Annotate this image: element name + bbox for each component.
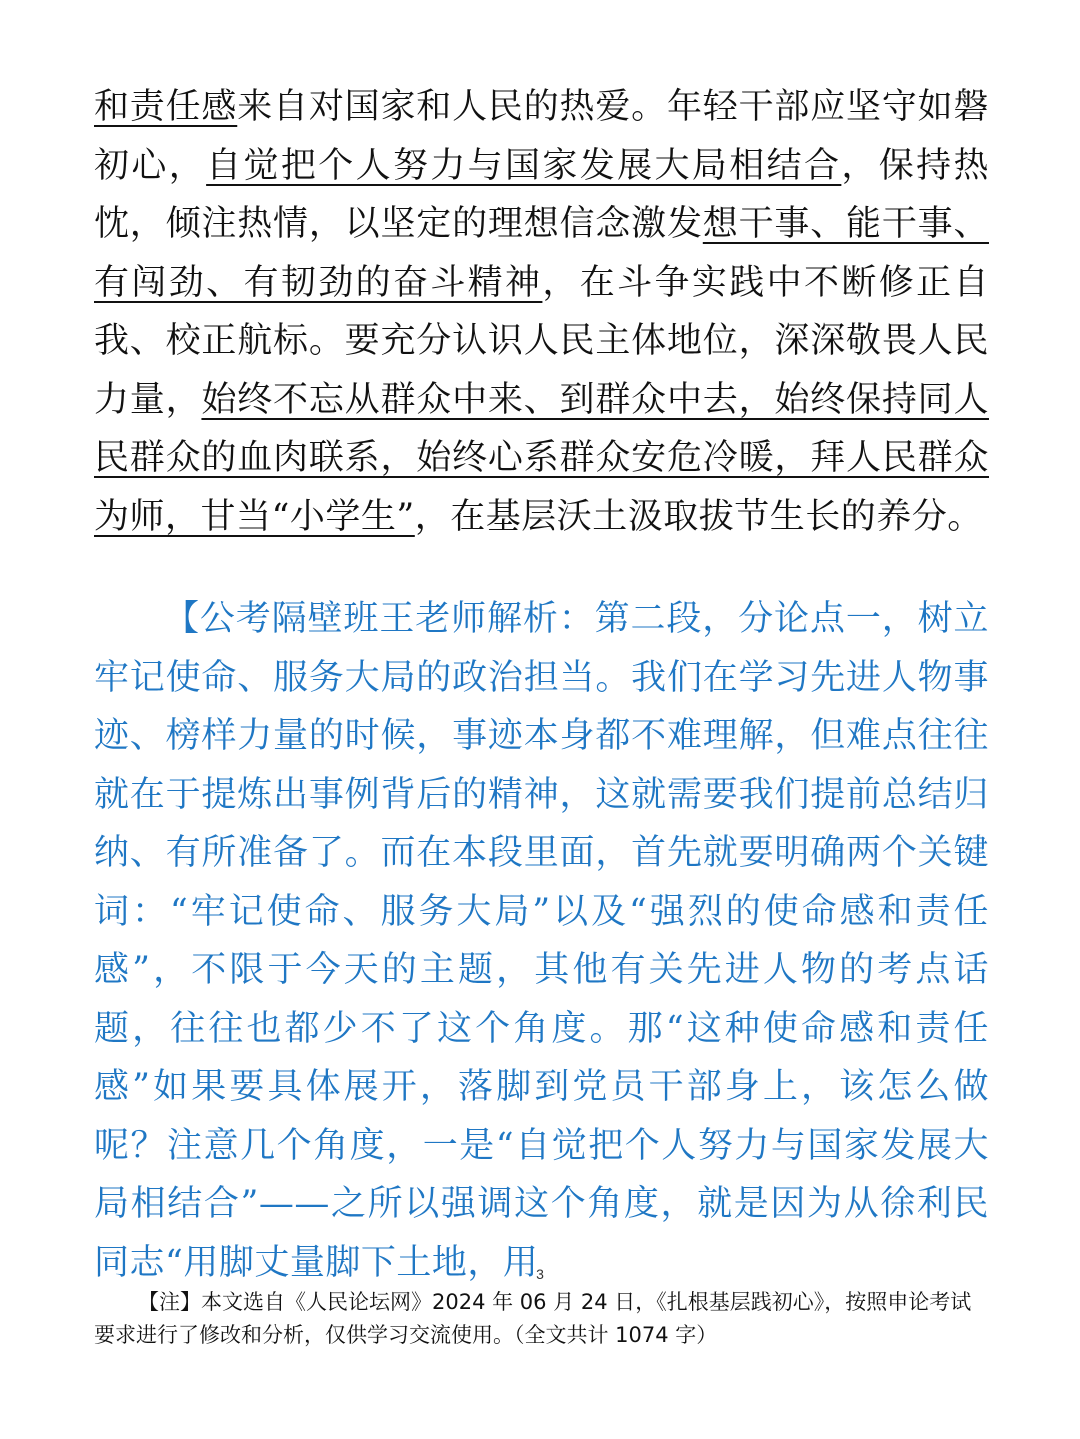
- page-number: 3: [536, 1266, 544, 1282]
- text-segment: ，在斗争实践中不断修正自我、校正航标。要充分认识人民主体地位，深深敬畏人民力量，: [94, 262, 989, 420]
- text-segment: ，保持热忱，倾注热情，以坚定的理想信念激发: [94, 145, 989, 244]
- body-paragraph: [94, 78, 989, 546]
- analysis-paragraph: 【公考隔壁班王老师解析：第二段，分论点一，树立牢记使命、服务大局的政治担当。我们在学习先进人物事迹、榜样力量的时候，事迹本身都不难理解，但难点往往就在于提炼出事例背后的精神，这就需要我们提前总结归纳、有所准备了。而在本段里面，首先就要明确两个关键词：“牢记使命、服务大局”以及“强烈的使命感和责任感”，不限于今天的主题，其他有关先进人物的考点话题，往往也都少不了这个角度。那“这种使命感和责任感”如果要具体展开，落脚到党员干部身上，该怎么做呢？注意几个角度，一是“自觉把个人努力与国家发展大局相结合”——之所以强调这个角度，就是因为从徐利民同志“用脚丈量脚下土地，用: [94, 599, 989, 1283]
- text-segment: 来自对国家和人民的热爱。年轻干部应坚守如磐初心，: [94, 87, 989, 186]
- text-segment: 始终不忘从群众中来、到群众中去，始终保持同人民群众的血肉联系，始终心系群众安危冷暖，拜人民群众为师，甘当“小学生”: [94, 379, 989, 537]
- text-segment: 自觉把个人努力与国家发展大局相结合: [206, 145, 842, 186]
- text-segment: ，在基层沃土汲取拔节生长的养分。: [414, 496, 983, 537]
- footnote: 【注】本文选自《人民论坛网》2024 年 06 月 24 日，《扎根基层践初心》，按照申论考试要求进行了修改和分析，仅供学习交流使用。（全文共计 1074 字）: [94, 1290, 972, 1347]
- text-segment: 和责任感: [94, 87, 238, 127]
- text-segment: 想干事、能干事、有闯劲、有韧劲的奋斗精神: [94, 204, 989, 303]
